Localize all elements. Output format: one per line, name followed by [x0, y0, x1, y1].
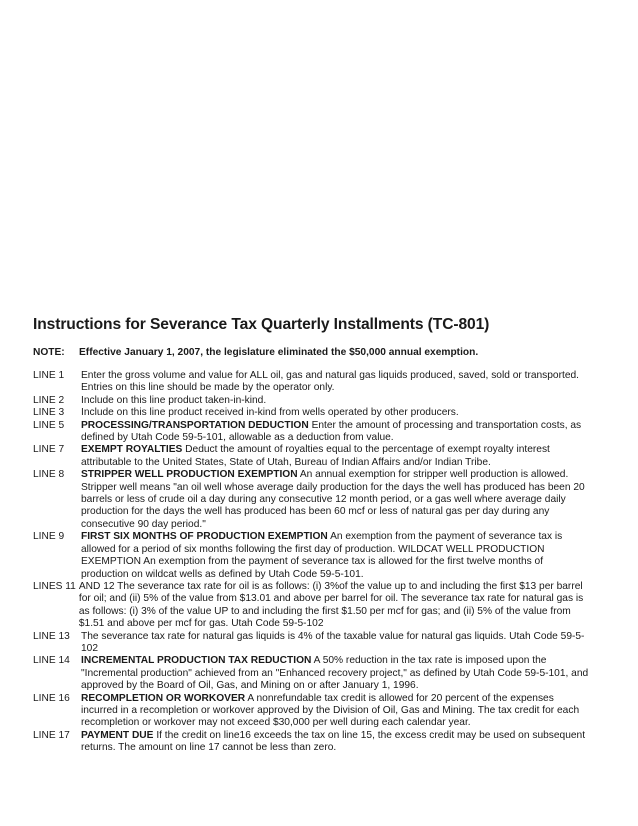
line-item — [33, 370, 593, 395]
line-text: Deduct the amount of royalties equal to the percentage of exempt royalty interest attributable to the United States, State of Utah, Bureau of Indian Affairs and/or Indian Tribe. — [81, 444, 550, 468]
line-body — [81, 420, 593, 445]
line-body — [81, 395, 593, 407]
line-body — [81, 655, 593, 692]
note — [33, 347, 593, 358]
page-title: Instructions for Severance Tax Quarterly Installments (TC-801) — [33, 316, 490, 333]
line-label: LINE 8 — [33, 469, 65, 481]
line-body — [81, 370, 593, 395]
line-text: Include on this line product received in-kind from wells operated by other producers. — [81, 407, 459, 419]
line-body — [81, 469, 593, 531]
line-body — [81, 531, 593, 581]
line-label: LINE 3 — [33, 407, 65, 419]
line-body — [81, 407, 593, 419]
line-text: A nonrefundable tax credit is allowed for 20 percent of the expenses incurred in a recompletion or workover approved by the Division of Oil, Gas and Mining. The tax credit for each recompletion or workover may not exceed $30,000 per well during each calendar year. — [81, 692, 580, 729]
line-body — [81, 444, 593, 469]
line-text: Enter the gross volume and value for ALL oil, gas and natural gas liquids produced, saved, sold or transported. Entries on this line should be made by the operator only. — [81, 370, 579, 394]
line-body — [81, 730, 593, 755]
line-item — [33, 693, 593, 730]
line-heading: PAYMENT DUE — [81, 729, 154, 741]
line-label: LINES 11 — [33, 580, 76, 592]
line-text: AND 12 The severance tax rate for oil is as follows: (i) 3%of the value up to and including the first $13 per barrel for oil; and (ii) 5% of the value from $13.01 and above per barrel for oil. The severance tax rate for natural gas is as follows: (i) 3% of the value UP to and including the first $1.50 per mcf for gas; and (ii) 5% of the value from $1.51 and above per mcf for gas. Utah Code 59-5-102 — [78, 580, 584, 630]
line-body — [81, 631, 593, 656]
line-item — [33, 655, 593, 692]
line-text: A 50% reduction in the tax rate is imposed upon the "Incremental production" achieved from an "Enhanced recovery project," as defined by Utah Code 59-5-101, and approved by the Board of Oil, Gas, and Mining on or after January 1, 1996. — [81, 655, 589, 692]
note-text: Effective January 1, 2007, the legislature eliminated the $50,000 annual exemption. — [79, 347, 479, 358]
line-label: LINE 9 — [33, 531, 65, 543]
line-label: LINE 2 — [33, 394, 65, 406]
line-item — [33, 469, 593, 531]
line-item — [33, 730, 593, 755]
instructions-document — [33, 316, 593, 755]
line-body — [81, 693, 593, 730]
line-item — [33, 444, 593, 469]
note-label: NOTE: — [33, 347, 65, 358]
line-label: LINE 13 — [33, 630, 70, 642]
line-item — [33, 395, 593, 407]
line-text: An exemption from the payment of severance tax is allowed for a period of six months following the first day of production. WILDCAT WELL PRODUCTION EXEMPTION An exemption from the payment of severance tax is allowed for the first twelve months of production on wildcat wells as defined by Utah Code 59-5-101. — [81, 531, 563, 580]
line-text: Include on this line product taken-in-kind. — [81, 394, 267, 406]
line-item — [33, 581, 593, 631]
line-item — [33, 531, 593, 581]
line-label: LINE 1 — [33, 370, 65, 381]
line-text: An annual exemption for stripper well production is allowed. Stripper well means "an oil well whose average daily production for the days the well has produced has been 20 barrels or less of crude oil a day during any consecutive 12 month period, or a gas well where average daily production for the days the well has produced has been 60 mcf or less of natural gas per day during any consecutive 90 day period." — [81, 469, 585, 530]
line-label: LINE 7 — [33, 444, 65, 456]
line-heading: RECOMPLETION OR WORKOVER — [81, 692, 246, 704]
line-heading: INCREMENTAL PRODUCTION TAX REDUCTION — [81, 655, 312, 667]
line-label: LINE 5 — [33, 419, 65, 431]
line-item — [33, 407, 593, 419]
line-heading: PROCESSING/TRANSPORTATION DEDUCTION — [81, 419, 309, 431]
line-label: LINE 16 — [33, 692, 70, 704]
line-label: LINE 17 — [33, 729, 70, 741]
line-item — [33, 420, 593, 445]
line-heading: FIRST SIX MONTHS OF PRODUCTION EXEMPTION — [81, 531, 328, 543]
line-text: If the credit on line16 exceeds the tax on line 15, the excess credit may be used on subsequent returns. The amount on line 17 cannot be less than zero. — [81, 729, 586, 754]
line-instructions — [33, 370, 593, 755]
line-heading: EXEMPT ROYALTIES — [81, 444, 183, 456]
line-body — [79, 581, 593, 631]
line-item — [33, 631, 593, 656]
line-heading: STRIPPER WELL PRODUCTION EXEMPTION — [81, 469, 298, 481]
line-text: The severance tax rate for natural gas liquids is 4% of the taxable value for natural gas liquids. Utah Code 59-5-102 — [81, 630, 585, 654]
line-text: Enter the amount of processing and transportation costs, as defined by Utah Code 59-5-101, allowable as a deduction from value. — [81, 419, 582, 444]
line-label: LINE 14 — [33, 655, 70, 667]
